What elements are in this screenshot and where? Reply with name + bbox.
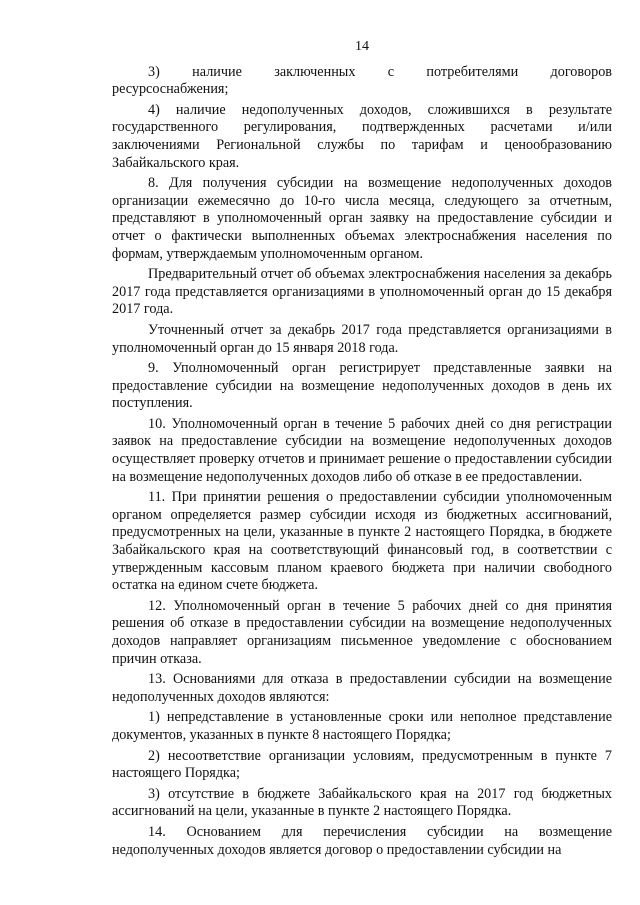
paragraph-refusal-ground-2: 2) несоответствие организации условиям, предусмотренным в пункте 7 настоящего Порядка; <box>112 747 612 782</box>
page-number: 14 <box>355 39 369 54</box>
paragraph-clause-13: 13. Основаниями для отказа в предоставлении субсидии на возмещение недополученных доходов являются: <box>112 671 612 705</box>
paragraph-preliminary-report: Предварительный отчет об объемах электроснабжения населения за декабрь 2017 года представляется организациями в уполномоченный орган до 15 декабря 2017 года. <box>112 266 612 318</box>
paragraph-clause-8: 8. Для получения субсидии на возмещение недополученных доходов организации ежемесячно до 10-го числа месяца, следующего за отчетным, представляют в уполномоченный орган заявку на предоставление субсидии и отчет о фактически выполненных объемах электроснабжения населения по формам, утверждаемым уполномоченным органом. <box>112 175 612 262</box>
paragraph-refusal-ground-3: 3) отсутствие в бюджете Забайкальского края на 2017 год бюджетных ассигнований на цели, указанные в пункте 2 настоящего Порядка. <box>112 785 612 820</box>
paragraph-final-report: Уточненный отчет за декабрь 2017 года представляется организациями в уполномоченный орган до 15 января 2018 года. <box>112 321 612 356</box>
paragraph-clause-9: 9. Уполномоченный орган регистрирует представленные заявки на предоставление субсидии на возмещение недополученных доходов в день их поступления. <box>112 360 612 412</box>
paragraph-clause-10: 10. Уполномоченный орган в течение 5 рабочих дней со дня регистрации заявок на предоставление субсидии на возмещение недополученных доходов осуществляет проверку отчетов и принимает решение о предоставлении субсидии на возмещение недополученных доходов либо об отказе в ее предоставлении. <box>112 415 612 485</box>
paragraph-item-3: 3) наличие заключенных с потребителями договоров ресурсоснабжения; <box>112 63 612 98</box>
paragraph-item-4: 4) наличие недополученных доходов, сложившихся в результате государственного регулирования, подтвержденных расчетами и/или заключениями Региональной службы по тарифам и ценообразованию Забайкальского края. <box>112 101 612 171</box>
paragraph-clause-11: 11. При принятии решения о предоставлении субсидии уполномоченным органом определяется размер субсидии исходя из бюджетных ассигнований, предусмотренных на цели, указанные в пункте 2 настоящего Порядка, в бюджете Забайкальского края на соответствующий финансовый год, в соответствии с утвержденным кассовым планом краевого бюджета при наличии свободного остатка на едином счете бюджета. <box>112 489 612 594</box>
paragraph-refusal-ground-1: 1) непредставление в установленные сроки или неполное представление документов, указанных в пункте 8 настоящего Порядка; <box>112 709 612 743</box>
paragraph-clause-14: 14. Основанием для перечисления субсидии на возмещение недополученных доходов является договор о предоставлении субсидии на <box>112 823 612 858</box>
paragraph-clause-12: 12. Уполномоченный орган в течение 5 рабочих дней со дня принятия решения об отказе в предоставлении субсидии на возмещение недополученных доходов направляет организациям письменное уведомление с обоснованием причин отказа. <box>112 597 612 667</box>
